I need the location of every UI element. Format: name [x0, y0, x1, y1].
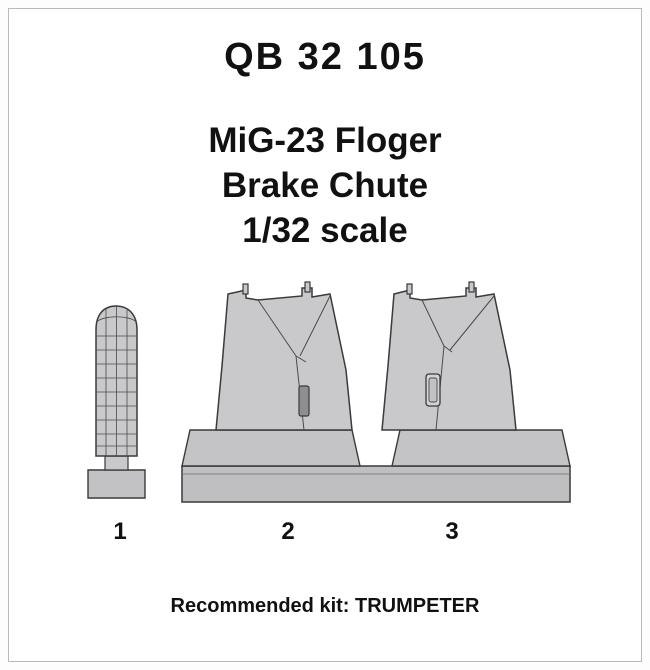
part-2-tabs [243, 282, 310, 294]
part-2-chute-door [299, 386, 309, 416]
title-line-2: Brake Chute [221, 166, 429, 205]
part-number-1: 1 [113, 518, 127, 545]
recommended-kit-text: Recommended kit: TRUMPETER [170, 595, 480, 617]
part-2-group [182, 282, 360, 466]
product-title [0, 118, 650, 253]
part-1-base-block [88, 470, 145, 498]
casting-block-group [182, 466, 570, 502]
title-line-3: 1/32 scale [242, 211, 408, 250]
part-3-tabs [407, 282, 474, 294]
part-3-body [382, 288, 516, 430]
title-line-1: MiG-23 Floger [208, 121, 442, 160]
part-number-2: 2 [281, 518, 295, 545]
part-3-chute-door-inner [429, 378, 437, 402]
part-number-3: 3 [445, 518, 459, 545]
casting-block [182, 466, 570, 502]
part-3-pedestal [392, 430, 570, 466]
part-1-stem [105, 456, 128, 470]
part-2-pedestal [182, 430, 360, 466]
part-1-group [88, 306, 145, 498]
product-code: QB 32 105 [224, 36, 426, 78]
part-3-group [382, 282, 570, 466]
part-2-body [216, 288, 352, 430]
parts-illustration [0, 270, 650, 570]
